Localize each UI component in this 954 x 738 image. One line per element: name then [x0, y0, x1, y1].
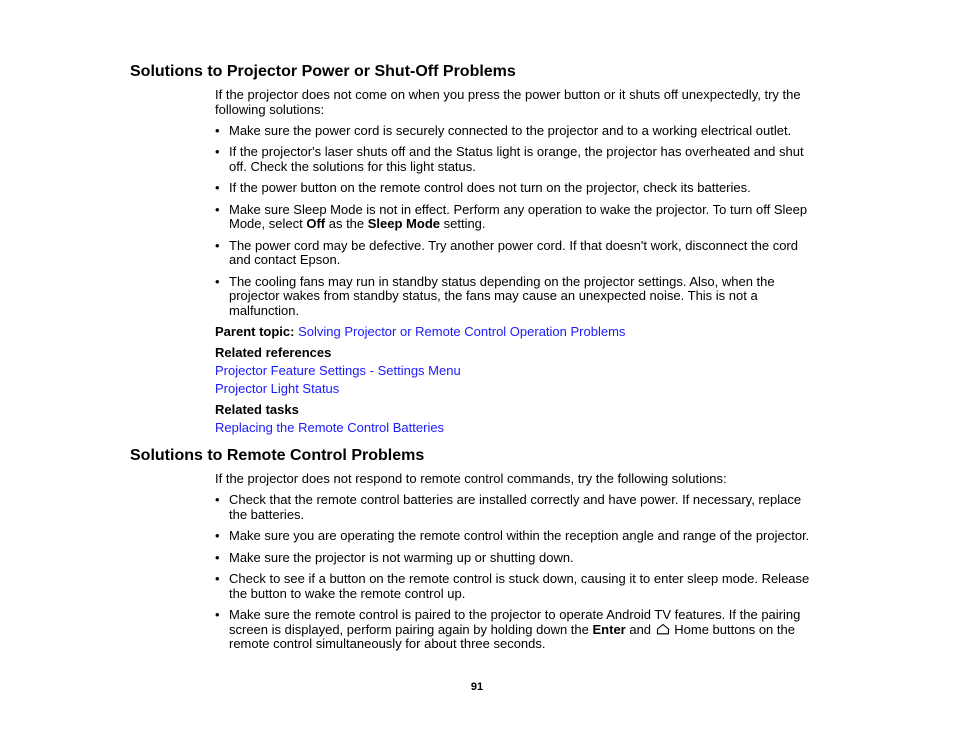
text-run: Mode, select: [229, 216, 307, 232]
solutions-list: [215, 493, 825, 652]
home-icon: [656, 623, 670, 635]
list-item-text: [229, 623, 825, 638]
list-item: [215, 124, 825, 139]
related-references-label: Related references: [215, 344, 332, 360]
list-item-text: • Make sure the projector is not warming up or shutting down.: [229, 549, 574, 565]
intro-line: If the projector does not respond to remote control commands, try the following solutions:: [215, 471, 727, 486]
list-item-text: • Make sure Sleep Mode is not in effect. Perform any operation to wake the projector. To turn off Sleep: [229, 201, 808, 217]
list-item-text: and contact Epson.: [229, 252, 341, 268]
list-item: [215, 145, 825, 174]
related-tasks-label: Related tasks: [215, 401, 299, 417]
list-item: [215, 493, 825, 522]
list-item: [215, 608, 825, 652]
list-item-text: • If the projector's laser shuts off and the Status light is orange, the projector has overheated and shut: [229, 144, 804, 160]
bold-term: Off: [306, 216, 326, 232]
list-item-text: [229, 217, 825, 232]
list-item: [215, 181, 825, 196]
solutions-list: [215, 124, 825, 319]
text-run: screen is displayed, perform pairing again by holding down the: [229, 621, 593, 637]
list-item: [215, 275, 825, 319]
list-item-text: • Check to see if a button on the remote control is stuck down, causing it to enter sleep mode. Release: [229, 571, 810, 587]
task-link[interactable]: Replacing the Remote Control Batteries: [215, 419, 445, 435]
section-title-power: Solutions to Projector Power or Shut-Off Problems: [130, 63, 516, 80]
list-item-text: • If the power button on the remote control does not turn on the projector, check its batteries.: [229, 180, 751, 196]
text-run: as the: [325, 216, 368, 232]
page-number: 91: [470, 681, 484, 693]
list-item-text: • The power cord may be defective. Try another power cord. If that doesn't work, disconnect the cord: [229, 237, 798, 253]
list-item-text: • Make sure the power cord is securely connected to the projector and to a working electrical outlet.: [229, 122, 792, 138]
section-title-remote: Solutions to Remote Control Problems: [130, 447, 425, 464]
list-item-text: • Check that the remote control batteries are installed correctly and have power. If necessary, replace: [229, 492, 802, 508]
related-references: [215, 346, 825, 397]
list-item: [215, 203, 825, 232]
reference-link[interactable]: Projector Feature Settings - Settings Menu: [215, 362, 461, 378]
intro-line: If the projector does not come on when you press the power button or it shuts off unexpectedly, try the: [215, 87, 801, 102]
intro-line: following solutions:: [215, 101, 325, 117]
list-item-text: the button to wake the remote control up.: [229, 585, 466, 601]
related-tasks: [215, 403, 825, 436]
reference-link[interactable]: Projector Light Status: [215, 380, 340, 396]
list-item: [215, 239, 825, 268]
list-item-text: malfunction.: [229, 302, 300, 318]
bold-term: Sleep Mode: [367, 216, 440, 232]
list-item-text: off. Check the solutions for this light status.: [229, 158, 476, 174]
list-item: [215, 529, 825, 544]
parent-topic-link[interactable]: Solving Projector or Remote Control Operation Problems: [298, 323, 626, 339]
list-item-text: the batteries.: [229, 506, 305, 522]
list-item-text: • Make sure you are operating the remote control within the reception angle and range of the projector.: [229, 528, 810, 544]
list-item-text: projector wakes from standby status, the fans may cause an unexpected noise. This is not a: [229, 288, 758, 304]
text-run: and: [625, 621, 655, 637]
list-item-text: • Make sure the remote control is paired to the projector to operate Android TV features. If the pairing: [229, 607, 801, 623]
intro-paragraph: [215, 88, 825, 117]
list-item-text: remote control simultaneously for about three seconds.: [229, 636, 546, 652]
intro-paragraph: [215, 472, 825, 487]
parent-topic-label: Parent topic:: [215, 323, 295, 339]
text-run: Home buttons on the: [670, 621, 795, 637]
parent-topic: [215, 325, 825, 340]
list-item-text: • The cooling fans may run in standby status depending on the projector settings. Also, when the: [229, 273, 775, 289]
text-run: setting.: [440, 216, 486, 232]
section-body-remote: [215, 472, 825, 652]
list-item: [215, 572, 825, 601]
section-body-power: [215, 88, 825, 435]
bold-term: Enter: [592, 621, 626, 637]
list-item: [215, 551, 825, 566]
